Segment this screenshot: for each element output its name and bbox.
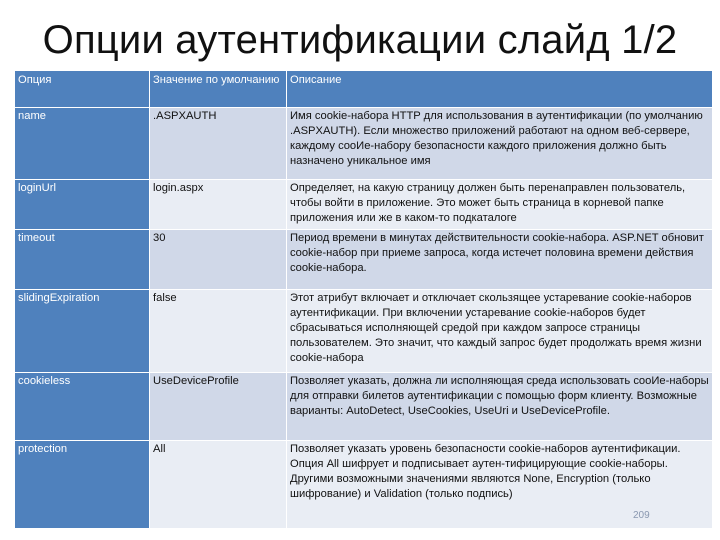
table-row — [15, 441, 713, 529]
cell-default: .ASPXAUTH — [150, 108, 287, 180]
cell-option: protection — [15, 441, 150, 529]
table-header-row — [15, 71, 713, 108]
cell-option: cookieless — [15, 373, 150, 441]
slide-title: Опции аутентификации слайд 1/2 — [42, 18, 678, 62]
header-description: Описание — [287, 71, 713, 108]
cell-description: Позволяет указать уровень безопасности cookie-наборов аутентификации. Опция All шифрует и подписывает аутен-тифицирующие cookie-наборы. Другими возможными значениями являются None, Encryption (только шифрование) и Validation (только подпись) — [287, 441, 713, 529]
cell-description: Период времени в минутах действительности cookie-набора. ASP.NET обновит cookie-набор при приеме запроса, когда истечет половина времени действия cookie-набора. — [287, 230, 713, 290]
options-table — [14, 70, 713, 529]
header-default: Значение по умолчанию — [150, 71, 287, 108]
cell-default: All — [150, 441, 287, 529]
table-row — [15, 373, 713, 441]
cell-option: timeout — [15, 230, 150, 290]
cell-option: loginUrl — [15, 180, 150, 230]
table-row — [15, 108, 713, 180]
cell-default: UseDeviceProfile — [150, 373, 287, 441]
cell-default: 30 — [150, 230, 287, 290]
cell-description: Имя cookie-набора HTTP для использования в аутентификации (по умолчанию .ASPXAUTH). Если множество приложений работают на одном веб-сервере, каждому cooИe-набору безопасности каждого приложения должно быть назначено уникальное имя — [287, 108, 713, 180]
cell-option: slidingExpiration — [15, 290, 150, 373]
table-row — [15, 230, 713, 290]
cell-option: name — [15, 108, 150, 180]
cell-default: false — [150, 290, 287, 373]
table-row — [15, 290, 713, 373]
cell-description: Определяет, на какую страницу должен быть перенаправлен пользователь, чтобы войти в приложение. Это может быть страница в корневой папке приложения или же в каком-то подкаталоге — [287, 180, 713, 230]
cell-description: Этот атрибут включает и отключает скользящее устаревание cookie-наборов аутентификации. При включении устаревание cookie-наборов будет сбрасываться исполняющей средой при каждом запросе страницы пользователем. Это значит, что каждый запрос будет продолжать время жизни cookie-набора — [287, 290, 713, 373]
cell-description: Позволяет указать, должна ли исполняющая среда использовать cooИe-наборы для отправки билетов аутентификации с помощью форм клиенту. Возможные варианты: AutoDetect, UseCookies, UseUri и UseDeviceProfile. — [287, 373, 713, 441]
table-row — [15, 180, 713, 230]
page-number: 209 — [633, 510, 650, 521]
header-option: Опция — [15, 71, 150, 108]
cell-default: login.aspx — [150, 180, 287, 230]
